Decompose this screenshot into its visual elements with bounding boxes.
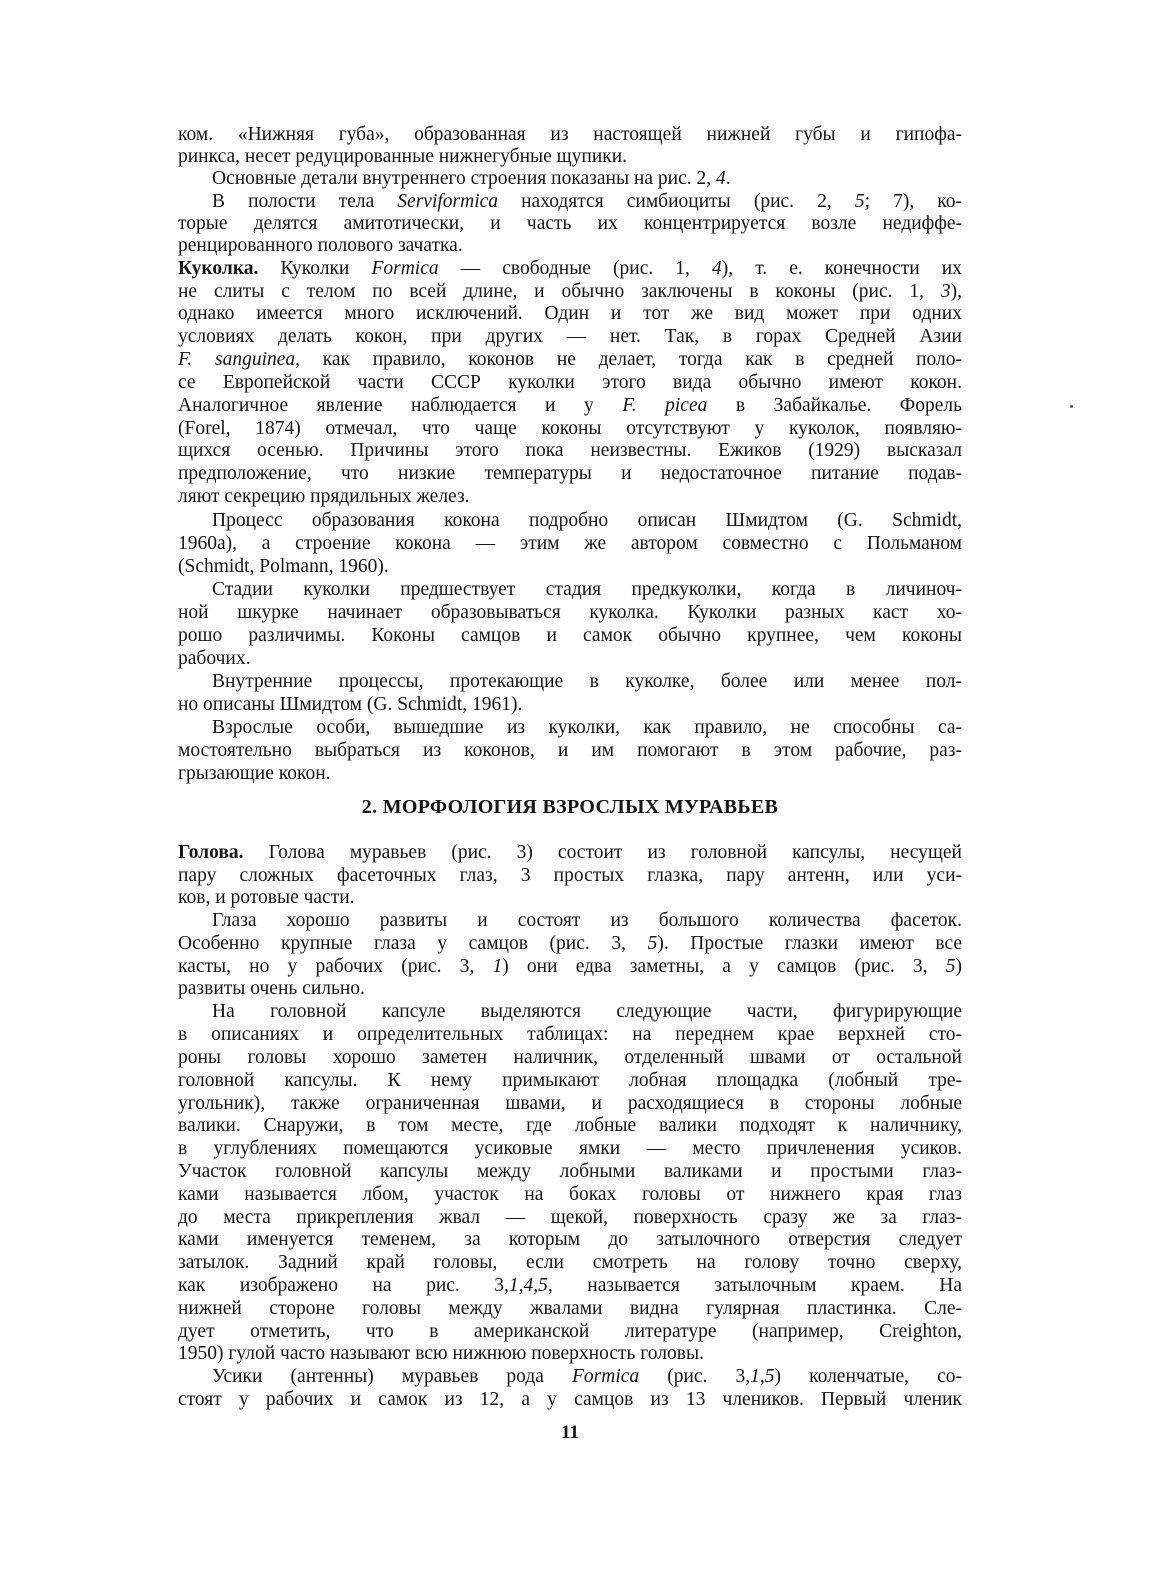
text-run: ). Простые глазки имеют все [657, 933, 963, 954]
text-run: ками называется лбом, участок на боках головы от нижнего края глаз [178, 1184, 962, 1205]
text-run: ринкса, несет редуцированные нижнегубные щупики. [178, 146, 628, 167]
text-run: ), т. е. конечности их [721, 258, 962, 279]
text-line [178, 303, 962, 325]
text-line [212, 1001, 962, 1023]
text-run: в углублениях помещаются усиковые ямки — место причленения усиков. [178, 1138, 962, 1159]
text-run: условиях делать кокон, при других — нет. Так, в горах Средней Азии [178, 326, 962, 347]
text-run: ляют секрецию прядильных желез. [178, 486, 470, 507]
text-run: Взрослые особи, вышедшие из куколки, как правило, не способны са- [212, 717, 962, 738]
italic-run: F. sanguinea [178, 349, 296, 370]
text-run: Участок головной капсулы между лобными валиками и простыми глаз- [178, 1161, 962, 1182]
text-line [178, 418, 962, 440]
text-line [178, 1047, 962, 1069]
text-run: , [533, 1275, 539, 1296]
text-run: ) они едва заметны, а у самцов (рис. 3, [502, 956, 946, 977]
italic-run: 1 [492, 956, 503, 977]
italic-run: Formica [571, 1366, 640, 1387]
text-run: щихся осенью. Причины этого пока неизвестны. Ежиков (1929) высказал [178, 440, 962, 461]
italic-run: 1 [750, 1366, 760, 1387]
scan-speck [1070, 405, 1073, 408]
text-run: стоят у рабочих и самок из 12, а у самцов из 13 члеников. Первый членик [178, 1389, 962, 1410]
text-run: рабочих. [178, 648, 251, 669]
text-run: головной капсулы. К нему примыкают лобная площадка (лобный тре- [178, 1070, 962, 1091]
text-line [212, 910, 962, 932]
text-run: нижней стороне головы между жвалами видна гулярная пластинка. Сле- [178, 1298, 962, 1319]
text-line [178, 1252, 962, 1274]
italic-run: F. picea [622, 395, 708, 416]
text-line [178, 1024, 962, 1046]
text-run: 1960a), а строение кокона — этим же автором совместно с Польманом [178, 533, 962, 554]
page-number: 11 [561, 1422, 579, 1443]
text-run: находятся симбиоциты (рис. 2, [498, 191, 855, 212]
text-line [178, 326, 962, 348]
text-line [178, 956, 962, 978]
text-line [178, 440, 962, 462]
text-line [178, 1184, 962, 1206]
text-run: В полости тела [212, 191, 398, 212]
text-run: роны головы хорошо заметен наличник, отделенный швами от остальной [178, 1047, 962, 1068]
text-run: Особенно крупные глаза у самцов (рис. 3, [178, 933, 648, 954]
text-line [178, 1161, 962, 1183]
text-run: торые делятся амитотически, и часть их концентрируется возле недиффе- [178, 213, 962, 234]
italic-run: Formica [371, 258, 439, 279]
text-line [178, 865, 962, 887]
text-line [178, 1229, 962, 1251]
text-line [178, 235, 962, 257]
text-line [178, 146, 962, 168]
text-run: ; 7), ко- [864, 191, 962, 212]
text-line [178, 349, 962, 371]
text-run: до места прикрепления жвал — щекой, поверхность сразу же за глаз- [178, 1207, 962, 1228]
text-run: На головной капсуле выделяются следующие части, фигурирующие [212, 1001, 962, 1022]
text-run: развиты очень сильно. [178, 978, 365, 999]
text-line [212, 579, 962, 601]
text-line [178, 887, 962, 909]
text-run: пару сложных фасеточных глаз, 3 простых глазка, пару антенн, или уси- [178, 865, 962, 886]
text-line [178, 1321, 962, 1343]
text-line [178, 978, 962, 1000]
text-run: мостоятельно выбраться из коконов, и им помогают в этом рабочие, раз- [178, 740, 962, 761]
text-run: — свободные (рис. 1, [438, 258, 713, 279]
italic-run: 5 [945, 956, 956, 977]
text-line [178, 372, 962, 394]
text-line [212, 168, 962, 190]
italic-run: 5 [854, 191, 865, 212]
text-run: (рис. 3, [639, 1366, 751, 1387]
italic-run: 5 [538, 1275, 548, 1296]
text-line [178, 213, 962, 235]
text-line [178, 395, 962, 417]
text-line [178, 842, 962, 864]
text-run: затылок. Задний край головы, если смотреть на голову точно сверху, [178, 1252, 962, 1273]
text-run: Куколки [258, 258, 372, 279]
run-in-heading: Куколка. [178, 258, 259, 279]
text-run: 1950) гулой часто называют всю нижнюю поверхность головы. [178, 1343, 704, 1364]
text-line [178, 1093, 962, 1115]
text-run: угольник), также ограниченная швами, и расходящиеся в стороны лобные [178, 1093, 962, 1114]
text-line [212, 510, 962, 532]
text-run: ), [950, 281, 962, 302]
text-run: , называется затылочным краем. На [547, 1275, 962, 1296]
italic-run: 5 [764, 1366, 775, 1387]
text-run: рошо различимы. Коконы самцов и самок обычно крупнее, чем коконы [178, 625, 962, 646]
text-run: Внутренние процессы, протекающие в куколке, более или менее пол- [212, 671, 962, 692]
text-line [178, 763, 962, 785]
text-run: не слиты с телом по всей длине, и обычно заключены в коконы (рис. 1, [178, 281, 941, 302]
text-run: (Schmidt, Polmann, 1960). [178, 556, 389, 577]
text-line [178, 933, 962, 955]
text-line [178, 602, 962, 624]
text-run: дует отметить, что в американской литературе (например, Creighton, [178, 1321, 962, 1342]
text-line [212, 1366, 962, 1388]
text-run: грызающие кокон. [178, 763, 331, 784]
text-run: Усики (антенны) муравьев рода [212, 1366, 572, 1387]
text-run: . [725, 168, 731, 189]
text-line [178, 1207, 962, 1229]
text-line [178, 1115, 962, 1137]
text-run: Голова муравьев (рис. 3) состоит из головной капсулы, несущей [243, 842, 962, 863]
italic-run: 4 [716, 168, 726, 189]
section-heading: 2. МОРФОЛОГИЯ ВЗРОСЛЫХ МУРАВЬЕВ [361, 796, 779, 818]
text-line [178, 1070, 962, 1092]
text-line [178, 1275, 962, 1297]
text-run: касты, но у рабочих (рис. 3, [178, 956, 493, 977]
text-run: ) [955, 956, 962, 977]
text-run: , [759, 1366, 765, 1387]
text-line [178, 281, 962, 303]
text-run: ками именуется теменем, за которым до затылочного отверстия следует [178, 1229, 962, 1250]
text-run: ком. «Нижняя губа», образованная из настоящей нижней губы и гипофа- [178, 124, 962, 145]
italic-run: 5 [647, 933, 658, 954]
italic-run: 1 [508, 1275, 519, 1296]
text-run: (Forel, 1874) отмечал, что чаще коконы отсутствуют у куколок, появляю- [178, 418, 962, 439]
text-line [178, 1343, 962, 1365]
text-run: но описаны Шмидтом (G. Schmidt, 1961). [178, 694, 523, 715]
text-run: , как правило, коконов не делает, тогда как в средней поло- [295, 349, 962, 370]
text-run: се Европейской части СССР куколки этого вида обычно имеют кокон. [178, 372, 962, 393]
text-run: ренцированного полового зачатка. [178, 235, 463, 256]
text-line [178, 1389, 962, 1411]
text-line [178, 1138, 962, 1160]
text-run: Процесс образования кокона подробно описан Шмидтом (G. Schmidt, [212, 510, 962, 531]
run-in-heading: Голова. [178, 842, 244, 863]
text-run: ков, и ротовые части. [178, 887, 355, 908]
text-line [212, 717, 962, 739]
text-run: ) коленчатые, со- [774, 1366, 962, 1387]
text-run: Глаза хорошо развиты и состоят из большого количества фасеток. [212, 910, 962, 931]
italic-run: Serviformica [397, 191, 499, 212]
text-run: Основные детали внутреннего строения показаны на рис. 2, [212, 168, 716, 189]
text-line [178, 648, 962, 670]
text-line [178, 740, 962, 762]
text-line [212, 191, 962, 213]
text-run: валики. Снаружи, в том месте, где лобные валики подходят к наличнику, [178, 1115, 962, 1136]
italic-run: 4 [523, 1275, 534, 1296]
italic-run: 4 [712, 258, 722, 279]
text-run: Аналогичное явление наблюдается и у [178, 395, 623, 416]
text-run: как изображено на рис. 3, [178, 1275, 509, 1296]
text-run: ной шкурке начинает образовываться куколка. Куколки разных каст хо- [178, 602, 962, 623]
text-line [178, 463, 962, 485]
text-line [178, 124, 962, 146]
text-run: , [518, 1275, 524, 1296]
text-run: однако имеется много исключений. Один и тот же вид может при одних [178, 303, 962, 324]
text-line [178, 258, 962, 280]
text-line [212, 671, 962, 693]
text-run: в Забайкалье. Форель [707, 395, 962, 416]
text-run: предположение, что низкие температуры и недостаточное питание подав- [178, 463, 962, 484]
text-line [178, 1298, 962, 1320]
text-line [178, 625, 962, 647]
text-line [178, 556, 962, 578]
text-line [178, 486, 962, 508]
text-line [178, 694, 962, 716]
text-run: Стадии куколки предшествует стадия предкуколки, когда в личиноч- [212, 579, 962, 600]
text-run: в описаниях и определительных таблицах: на переднем крае верхней сто- [178, 1024, 962, 1045]
text-line [178, 533, 962, 555]
italic-run: 3 [940, 281, 951, 302]
